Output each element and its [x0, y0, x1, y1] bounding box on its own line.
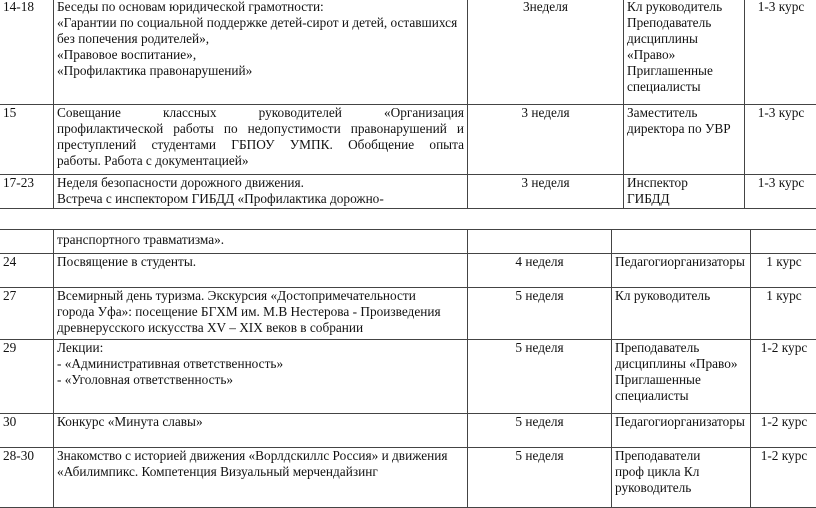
- event-cell: Неделя безопасности дорожного движения. Встреча с инспектором ГИБДД «Профилактика дорожно-: [54, 175, 468, 209]
- responsible-cell: Педагогиорганизаторы: [612, 254, 751, 288]
- event-cell: Всемирный день туризма. Экскурсия «Достопримечательности города Уфа»: посещение БГХМ им. М.В Нестерова - Произведения древнерусского искусства XV – XIX веков в собрании: [54, 288, 468, 340]
- row-number: 15: [0, 105, 54, 175]
- week-cell: 5 неделя: [468, 414, 612, 448]
- row-number: 27: [0, 288, 54, 340]
- table-row: [0, 414, 816, 448]
- event-cell: Посвящение в студенты.: [54, 254, 468, 288]
- course-cell: 1-3 курс: [745, 105, 816, 175]
- responsible-cell: Заместитель директора по УВР: [624, 105, 745, 175]
- responsible-cell: [612, 230, 751, 254]
- week-cell: 4 неделя: [468, 254, 612, 288]
- week-cell: 5 неделя: [468, 288, 612, 340]
- row-number: 17-23: [0, 175, 54, 209]
- responsible-cell: Педагогиорганизаторы: [612, 414, 751, 448]
- event-cell: транспортного травматизма».: [54, 230, 468, 254]
- row-number: 30: [0, 414, 54, 448]
- row-number: [0, 230, 54, 254]
- event-cell: Лекции: - «Административная ответственность» - «Уголовная ответственность»: [54, 340, 468, 414]
- row-number: 28-30: [0, 448, 54, 508]
- responsible-cell: Преподаватели проф цикла Кл руководитель: [612, 448, 751, 508]
- course-cell: 1-3 курс: [745, 175, 816, 209]
- week-cell: 5 неделя: [468, 448, 612, 508]
- table-row: [0, 0, 816, 105]
- course-cell: 1-2 курс: [751, 340, 816, 414]
- row-number: 29: [0, 340, 54, 414]
- event-cell: Знакомство с историей движения «Ворлдскиллс Россия» и движения «Абилимпикс. Компетенция Визуальный мерчендайзинг: [54, 448, 468, 508]
- table-row: [0, 448, 816, 508]
- table-row: [0, 105, 816, 175]
- course-cell: 1-3 курс: [745, 0, 816, 105]
- week-cell: 5 неделя: [468, 340, 612, 414]
- event-cell: Конкурс «Минута славы»: [54, 414, 468, 448]
- course-cell: 1-2 курс: [751, 448, 816, 508]
- week-cell: [468, 230, 612, 254]
- event-cell: Беседы по основам юридической грамотности: «Гарантии по социальной поддержке детей-сирот и детей, оставшихся без попечения родителей», «Правовое воспитание», «Профилактика правонарушений»: [54, 0, 468, 105]
- table-row: [0, 288, 816, 340]
- week-cell: 3неделя: [468, 0, 624, 105]
- week-cell: 3 неделя: [468, 105, 624, 175]
- table-row: [0, 230, 816, 254]
- table-row: [0, 340, 816, 414]
- event-cell: Совещание классных руководителей «Организация профилактической работы по недопустимости правонарушений и преступлений студентами ГБПОУ УМПК. Обобщение опыта работы. Работа с документацией»: [54, 105, 468, 175]
- schedule-table-top: [0, 0, 816, 209]
- table-row: [0, 254, 816, 288]
- course-cell: [751, 230, 816, 254]
- responsible-cell: Кл руководитель: [612, 288, 751, 340]
- table-row: [0, 175, 816, 209]
- responsible-cell: Инспектор ГИБДД: [624, 175, 745, 209]
- row-number: 14-18: [0, 0, 54, 105]
- week-cell: 3 неделя: [468, 175, 624, 209]
- course-cell: 1 курс: [751, 288, 816, 340]
- course-cell: 1-2 курс: [751, 414, 816, 448]
- row-number: 24: [0, 254, 54, 288]
- responsible-cell: Кл руководитель Преподаватель дисциплины «Право» Приглашенные специалисты: [624, 0, 745, 105]
- course-cell: 1 курс: [751, 254, 816, 288]
- schedule-table-bottom: [0, 229, 816, 508]
- responsible-cell: Преподаватель дисциплины «Право» Приглашенные специалисты: [612, 340, 751, 414]
